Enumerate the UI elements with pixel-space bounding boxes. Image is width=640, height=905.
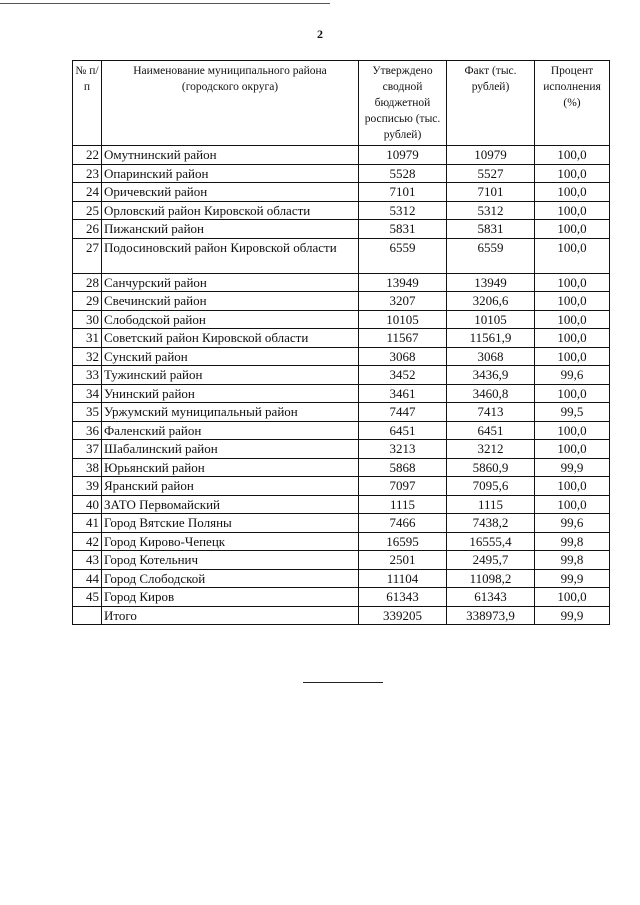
- district-name: Унинский район: [102, 384, 359, 403]
- table-row: [73, 347, 610, 366]
- district-name: Опаринский район: [102, 164, 359, 183]
- execution-percent: 100,0: [535, 238, 610, 273]
- district-name: Сунский район: [102, 347, 359, 366]
- row-number: 30: [73, 310, 102, 329]
- fact-amount: 10105: [447, 310, 535, 329]
- district-name: ЗАТО Первомайский: [102, 495, 359, 514]
- execution-percent: 100,0: [535, 146, 610, 165]
- approved-amount: 1115: [359, 495, 447, 514]
- approved-amount: 339205: [359, 606, 447, 625]
- total-row: [73, 606, 610, 625]
- row-number: 44: [73, 569, 102, 588]
- table-row: [73, 164, 610, 183]
- execution-percent: 99,9: [535, 606, 610, 625]
- execution-percent: 100,0: [535, 329, 610, 348]
- fact-amount: 5527: [447, 164, 535, 183]
- row-number: 40: [73, 495, 102, 514]
- fact-amount: 1115: [447, 495, 535, 514]
- approved-amount: 5868: [359, 458, 447, 477]
- table-row: [73, 569, 610, 588]
- execution-percent: 100,0: [535, 440, 610, 459]
- row-number: 25: [73, 201, 102, 220]
- fact-amount: 13949: [447, 273, 535, 292]
- row-number: 32: [73, 347, 102, 366]
- execution-percent: 100,0: [535, 310, 610, 329]
- fact-amount: 7101: [447, 183, 535, 202]
- execution-percent: 99,5: [535, 403, 610, 422]
- row-number: 27: [73, 238, 102, 273]
- execution-percent: 100,0: [535, 421, 610, 440]
- fact-amount: 7095,6: [447, 477, 535, 496]
- table-row: [73, 588, 610, 607]
- district-name: Подосиновский район Кировской области: [102, 238, 359, 273]
- col-header-approved: Утверждено сводной бюджетной росписью (тыс. рублей): [359, 61, 447, 146]
- district-name: Свечинский район: [102, 292, 359, 311]
- district-name: Уржумский муниципальный район: [102, 403, 359, 422]
- district-name: Орловский район Кировской области: [102, 201, 359, 220]
- table-row: [73, 495, 610, 514]
- fact-amount: 3068: [447, 347, 535, 366]
- district-name: Советский район Кировской области: [102, 329, 359, 348]
- execution-percent: 100,0: [535, 384, 610, 403]
- table-row: [73, 551, 610, 570]
- approved-amount: 5831: [359, 220, 447, 239]
- execution-percent: 100,0: [535, 273, 610, 292]
- fact-amount: 11561,9: [447, 329, 535, 348]
- row-number: 38: [73, 458, 102, 477]
- fact-amount: 11098,2: [447, 569, 535, 588]
- execution-percent: 100,0: [535, 495, 610, 514]
- district-name: Тужинский район: [102, 366, 359, 385]
- approved-amount: 3461: [359, 384, 447, 403]
- fact-amount: 7438,2: [447, 514, 535, 533]
- fact-amount: 3460,8: [447, 384, 535, 403]
- district-name: Город Слободской: [102, 569, 359, 588]
- row-number: 29: [73, 292, 102, 311]
- approved-amount: 11567: [359, 329, 447, 348]
- row-number: 28: [73, 273, 102, 292]
- approved-amount: 61343: [359, 588, 447, 607]
- fact-amount: 7413: [447, 403, 535, 422]
- table-row: [73, 146, 610, 165]
- district-name: Шабалинский район: [102, 440, 359, 459]
- col-header-fact: Факт (тыс. рублей): [447, 61, 535, 146]
- district-name: Фаленский район: [102, 421, 359, 440]
- approved-amount: 7447: [359, 403, 447, 422]
- row-number: [73, 606, 102, 625]
- table-header-row: [73, 61, 610, 146]
- table-row: [73, 384, 610, 403]
- execution-percent: 100,0: [535, 183, 610, 202]
- row-number: 24: [73, 183, 102, 202]
- execution-percent: 99,6: [535, 514, 610, 533]
- row-number: 41: [73, 514, 102, 533]
- row-number: 36: [73, 421, 102, 440]
- execution-percent: 100,0: [535, 164, 610, 183]
- table-row: [73, 440, 610, 459]
- row-number: 35: [73, 403, 102, 422]
- district-name: Город Кирово-Чепецк: [102, 532, 359, 551]
- district-name: Город Котельнич: [102, 551, 359, 570]
- execution-percent: 100,0: [535, 292, 610, 311]
- budget-execution-table: [72, 60, 610, 625]
- col-header-percent: Процент исполнения (%): [535, 61, 610, 146]
- table-row: [73, 532, 610, 551]
- row-number: 39: [73, 477, 102, 496]
- approved-amount: 7097: [359, 477, 447, 496]
- district-name: Юрьянский район: [102, 458, 359, 477]
- table-row: [73, 201, 610, 220]
- execution-percent: 100,0: [535, 588, 610, 607]
- fact-amount: 5312: [447, 201, 535, 220]
- row-number: 26: [73, 220, 102, 239]
- table-row: [73, 477, 610, 496]
- approved-amount: 3213: [359, 440, 447, 459]
- approved-amount: 3207: [359, 292, 447, 311]
- row-number: 31: [73, 329, 102, 348]
- fact-amount: 3212: [447, 440, 535, 459]
- fact-amount: 2495,7: [447, 551, 535, 570]
- approved-amount: 6451: [359, 421, 447, 440]
- table-body: [73, 146, 610, 625]
- execution-percent: 99,9: [535, 458, 610, 477]
- district-name: Пижанский район: [102, 220, 359, 239]
- fact-amount: 338973,9: [447, 606, 535, 625]
- table-row: [73, 310, 610, 329]
- col-header-name: Наименование муниципального района (городского округа): [102, 61, 359, 146]
- fact-amount: 5831: [447, 220, 535, 239]
- page-number: 2: [317, 27, 323, 41]
- district-name: Яранский район: [102, 477, 359, 496]
- approved-amount: 6559: [359, 238, 447, 273]
- table-row: [73, 403, 610, 422]
- approved-amount: 16595: [359, 532, 447, 551]
- approved-amount: 7101: [359, 183, 447, 202]
- fact-amount: 5860,9: [447, 458, 535, 477]
- table-row: [73, 366, 610, 385]
- approved-amount: 5312: [359, 201, 447, 220]
- approved-amount: 2501: [359, 551, 447, 570]
- row-number: 23: [73, 164, 102, 183]
- district-name: Город Киров: [102, 588, 359, 607]
- district-name: Оричевский район: [102, 183, 359, 202]
- approved-amount: 3452: [359, 366, 447, 385]
- execution-percent: 99,8: [535, 551, 610, 570]
- district-name: Слободской район: [102, 310, 359, 329]
- fact-amount: 6559: [447, 238, 535, 273]
- execution-percent: 99,8: [535, 532, 610, 551]
- table-row: [73, 421, 610, 440]
- fact-amount: 16555,4: [447, 532, 535, 551]
- fact-amount: 6451: [447, 421, 535, 440]
- row-number: 43: [73, 551, 102, 570]
- approved-amount: 11104: [359, 569, 447, 588]
- row-number: 22: [73, 146, 102, 165]
- table-row: [73, 329, 610, 348]
- execution-percent: 100,0: [535, 220, 610, 239]
- approved-amount: 10105: [359, 310, 447, 329]
- table-row: [73, 238, 610, 273]
- row-number: 34: [73, 384, 102, 403]
- execution-percent: 100,0: [535, 201, 610, 220]
- table-row: [73, 220, 610, 239]
- execution-percent: 99,9: [535, 569, 610, 588]
- table-row: [73, 183, 610, 202]
- end-rule: [303, 682, 383, 683]
- approved-amount: 10979: [359, 146, 447, 165]
- fact-amount: 61343: [447, 588, 535, 607]
- table-row: [73, 273, 610, 292]
- district-name: Город Вятские Поляны: [102, 514, 359, 533]
- row-number: 33: [73, 366, 102, 385]
- approved-amount: 13949: [359, 273, 447, 292]
- fact-amount: 3436,9: [447, 366, 535, 385]
- fact-amount: 3206,6: [447, 292, 535, 311]
- row-number: 37: [73, 440, 102, 459]
- district-name: Итого: [102, 606, 359, 625]
- col-header-num: № п/п: [73, 61, 102, 146]
- district-name: Омутнинский район: [102, 146, 359, 165]
- approved-amount: 3068: [359, 347, 447, 366]
- district-name: Санчурский район: [102, 273, 359, 292]
- table-row: [73, 292, 610, 311]
- fact-amount: 10979: [447, 146, 535, 165]
- approved-amount: 5528: [359, 164, 447, 183]
- approved-amount: 7466: [359, 514, 447, 533]
- row-number: 45: [73, 588, 102, 607]
- top-rule: [0, 3, 330, 4]
- execution-percent: 99,6: [535, 366, 610, 385]
- execution-percent: 100,0: [535, 347, 610, 366]
- row-number: 42: [73, 532, 102, 551]
- table-row: [73, 458, 610, 477]
- execution-percent: 100,0: [535, 477, 610, 496]
- table-row: [73, 514, 610, 533]
